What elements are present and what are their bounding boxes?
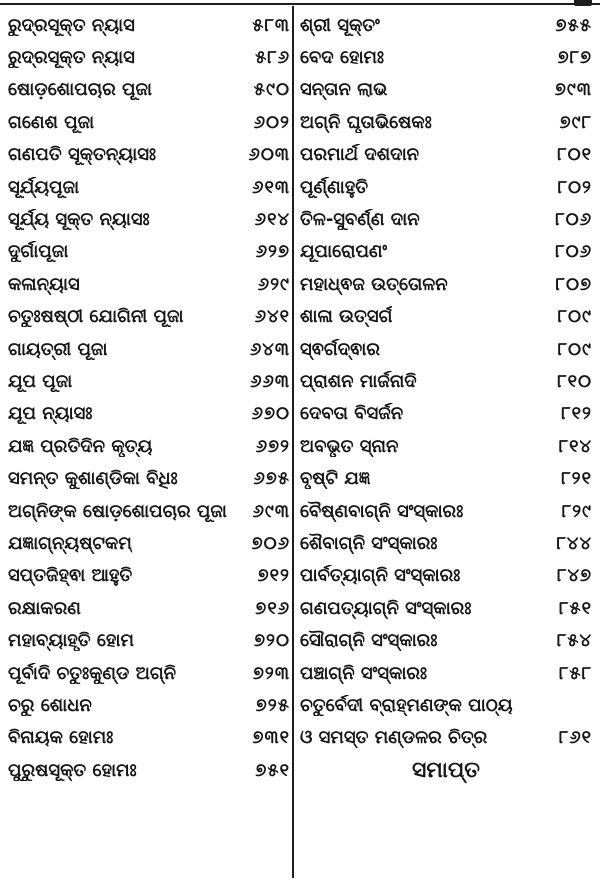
entry-page: ୬୨୯: [257, 273, 290, 295]
entry-title: ଯୂପ ନ୍ୟାସଃ: [8, 403, 93, 425]
entry-page: ୬୭୦: [251, 403, 290, 425]
entry-page: ୮୫୧: [558, 597, 592, 619]
entry-page: ୮୦୬: [555, 209, 592, 231]
list-item: [300, 430, 592, 462]
entry-title: ପରମାର୍ଥ ଦଶଦାନ: [300, 144, 420, 166]
entry-title: ରକ୍ଷାକରଣ: [8, 597, 81, 619]
list-item: [8, 9, 290, 41]
list-item: [300, 365, 592, 397]
entry-title: ପୂର୍ଣ୍ଣାହୁତି: [300, 176, 369, 198]
entry-title: ବୈଷ୍ଣବାଗ୍ନି ସଂସ୍କାରଃ: [300, 500, 464, 522]
entry-page: ୮୦୧: [557, 144, 592, 166]
entry-title: ଯୂପ ପୂଜା: [8, 370, 73, 392]
entry-title: ଗଣେଶ ପୂଜା: [8, 111, 95, 133]
entry-page: ୬୧୩: [252, 176, 290, 198]
entry-title: ଷୋଡ଼ଶୋପଚାର ପୂଜା: [8, 79, 152, 101]
entry-title: ସୂର୍ଯ୍ୟ ସୂକ୍ତ ନ୍ୟାସଃ: [8, 209, 150, 231]
list-item: [8, 592, 290, 624]
entry-title: ମହାଧ୍ଵଜ ଉତ୍ତୋଳନ: [300, 273, 448, 295]
top-rule-line: [0, 3, 600, 5]
list-item: [300, 333, 592, 365]
list-item: [8, 527, 290, 559]
entry-title: ଅଗ୍ନିଙ୍କ ଷୋଡ଼ଶୋପଚାର ପୂଜା: [8, 500, 227, 522]
entry-title: ଯଜ୍ଞ ପ୍ରତିଦିନ କୃତ୍ୟ: [8, 435, 153, 457]
entry-page: ୭୨୩: [252, 662, 290, 684]
list-item: [300, 301, 592, 333]
entry-page: ୮୬୧: [558, 727, 592, 749]
entry-title: ରୁଦ୍ରସୂକ୍ତ ନ୍ୟାସ: [8, 14, 135, 36]
entry-title: ପାର୍ବତ୍ୟାଗ୍ନି ସଂସ୍କାରଃ: [300, 565, 461, 587]
footnote-line-1: [300, 689, 592, 721]
entry-title: ବେଦ ହୋମଃ: [300, 47, 385, 69]
right-column: [300, 9, 592, 786]
entry-page: ୮୦୭: [555, 273, 592, 295]
footnote-line-2: [300, 722, 592, 754]
entry-title: ଦୁର୍ଗାପୂଜା: [8, 241, 69, 263]
entry-page: ୫୮୩: [252, 14, 290, 36]
entry-title: ସନ୍ତାନ ଲାଭ: [300, 79, 388, 101]
entry-page: ୬୯୩: [252, 500, 290, 522]
entry-title: ଗଣପତ୍ୟାଗ୍ନି ସଂସ୍କାରଃ: [300, 597, 472, 619]
entry-page: ୮୦୨: [557, 176, 592, 198]
entry-title: ତିଳ-ସୁବର୍ଣ୍ଣ ଦାନ: [300, 209, 420, 231]
entry-page: ୮୧୪: [558, 435, 592, 457]
entry-page: ୮୨୯: [561, 500, 592, 522]
entry-title: ରୁଦ୍ରସୂକ୍ତ ନ୍ୟାସ: [8, 47, 135, 69]
entry-page: ୭୮୭: [557, 47, 592, 69]
entry-title: ପୁରୁଷସୂକ୍ତ ହୋମଃ: [8, 759, 137, 781]
entry-title: ଗଣପତି ସୂକ୍ତନ୍ୟାସଃ: [8, 144, 156, 166]
left-column: [8, 9, 290, 786]
entry-title: ମହାବ୍ୟାହୃତି ହୋମ: [8, 630, 134, 652]
entry-page: ୭୯୮: [559, 111, 592, 133]
entry-title: ଶାଳା ଉତ୍ସର୍ଗ: [300, 306, 393, 328]
entry-page: ୫୯୦: [253, 79, 290, 101]
top-rule-fragment: [574, 0, 592, 6]
entry-page: ୬୦୨: [253, 111, 290, 133]
entry-page: ୬୧୪: [254, 209, 290, 231]
entry-page: ୭୧୬: [255, 597, 290, 619]
entry-page: ୮୧୦: [557, 370, 592, 392]
list-item: [8, 560, 290, 592]
list-item: [300, 268, 592, 300]
entry-title: ବୃଷ୍ଟି ଯଜ୍ଞ: [300, 468, 371, 490]
list-item: [300, 592, 592, 624]
list-item: [8, 462, 290, 494]
list-item: [8, 268, 290, 300]
top-rule: [0, 0, 600, 6]
entry-title: ସମନ୍ତ କୁଶାଣ୍ଡିକା ବିଧିଃ: [8, 468, 178, 490]
entry-page: ୭୫୫: [555, 14, 592, 36]
list-item: [8, 722, 290, 754]
list-item: [8, 301, 290, 333]
entry-title: ଦେବତା ବିସର୍ଜନ: [300, 403, 404, 425]
list-item: [300, 462, 592, 494]
entry-page: ୮୪୪: [556, 532, 592, 554]
entry-page: ୬୭୨: [255, 435, 290, 457]
list-item: [300, 139, 592, 171]
entry-page: ୮୫୮: [558, 662, 592, 684]
entry-page: ୮୨୧: [561, 468, 592, 490]
entry-page: ୮୧୨: [561, 403, 592, 425]
entry-title: ସପ୍ତଜିହ୍ଵା ଆହୁତି: [8, 565, 133, 587]
list-item: [8, 74, 290, 106]
entry-title: ଶ୍ରୀ ସୂକ୍ତଂ: [300, 14, 380, 36]
entry-title: ଯୂପାରୋପଣଂ: [300, 241, 388, 263]
list-item: [8, 624, 290, 656]
list-item: [8, 430, 290, 462]
list-item: [8, 398, 290, 430]
list-item: [8, 139, 290, 171]
list-item: [300, 9, 592, 41]
entry-title: ସୌରାଗ୍ନି ସଂସ୍କାରଃ: [300, 630, 438, 652]
entry-title: ପୂର୍ବାଦି ଚତୁଃକୁଣ୍ଡ ଅଗ୍ନି: [8, 662, 177, 684]
end-mark-text: ସମାପ୍ତ: [412, 757, 480, 783]
list-item: [300, 171, 592, 203]
list-item: [8, 171, 290, 203]
list-item: [300, 236, 592, 268]
list-item: [300, 398, 592, 430]
list-item: [8, 236, 290, 268]
entry-page: ୭୩୧: [252, 727, 290, 749]
entry-title: ଶୈବାଗ୍ନି ସଂସ୍କାରଃ: [300, 532, 438, 554]
entry-title: ଅଗ୍ନି ଘୃତାଭିଷେକଃ: [300, 111, 432, 133]
footnote-text: ଓ ସମସ୍ତ ମଣ୍ଡଳର ଚିତ୍ର: [300, 727, 488, 749]
entry-page: ୬୪୧: [254, 306, 290, 328]
list-item: [300, 74, 592, 106]
entry-page: ୬୭୫: [253, 468, 290, 490]
entry-page: ୬୪୩: [250, 338, 290, 360]
entry-title: ଚରୁ ଶୋଧନ: [8, 694, 92, 716]
list-item: [8, 365, 290, 397]
entry-page: ୮୫୪: [556, 630, 592, 652]
entry-page: ୮୪୭: [557, 565, 592, 587]
end-mark: [300, 754, 592, 786]
footnote-text: ଚତୁର୍ବେଦୀ ବ୍ରାହ୍ମଣଙ୍କ ପାଠ୍ୟ: [300, 694, 513, 716]
entry-title: ପ୍ରାଶନ ମାର୍ଜନାଦି: [300, 370, 417, 392]
list-item: [300, 203, 592, 235]
entry-title: ବିନାୟକ ହୋମଃ: [8, 727, 114, 749]
list-item: [8, 333, 290, 365]
entry-title: ସ୍ଵର୍ଗଦ୍ଵାର: [300, 338, 381, 360]
entry-page: ୬୨୭: [255, 241, 290, 263]
entry-page: ୬୦୩: [248, 144, 290, 166]
list-item: [300, 106, 592, 138]
entry-page: ୮୦୯: [557, 306, 592, 328]
list-item: [8, 689, 290, 721]
list-item: [300, 495, 592, 527]
entry-title: ଅବଭୃତ ସ୍ନାନ: [300, 435, 399, 457]
entry-page: ୬୬୩: [250, 370, 290, 392]
entry-title: ପଞ୍ଚାଗ୍ନି ସଂସ୍କାରଃ: [300, 662, 428, 684]
column-divider: [292, 6, 294, 878]
list-item: [300, 560, 592, 592]
entry-page: ୭୦୬: [251, 532, 290, 554]
entry-page: ୭୨୦: [253, 630, 290, 652]
entry-page: ୫୮୬: [255, 47, 290, 69]
entry-title: ସୂର୍ଯ୍ୟପୂଜା: [8, 176, 80, 198]
list-item: [8, 657, 290, 689]
list-item: [300, 624, 592, 656]
list-item: [8, 41, 290, 73]
list-item: [8, 495, 290, 527]
list-item: [300, 657, 592, 689]
entry-page: ୮୦୯: [557, 338, 592, 360]
list-item: [8, 754, 290, 786]
entry-page: ୭୯୩: [554, 79, 592, 101]
entry-page: ୭୧୨: [257, 565, 290, 587]
list-item: [8, 203, 290, 235]
entry-title: ଯଜ୍ଞାଗ୍ନ୍ୟଷ୍ଟକମ୍: [8, 532, 132, 554]
entry-title: ଚତୁଃଷଷ୍ଠୀ ଯୋଗିନୀ ପୂଜା: [8, 306, 184, 328]
entry-page: ୭୨୫: [255, 694, 290, 716]
list-item: [300, 527, 592, 559]
list-item: [300, 41, 592, 73]
entry-title: ଗାୟତ୍ରୀ ପୂଜା: [8, 338, 108, 360]
list-item: [8, 106, 290, 138]
entry-page: ୭୫୧: [255, 759, 290, 781]
entry-title: କଳାନ୍ୟାସ: [8, 273, 80, 295]
entry-page: ୮୦୬: [555, 241, 592, 263]
